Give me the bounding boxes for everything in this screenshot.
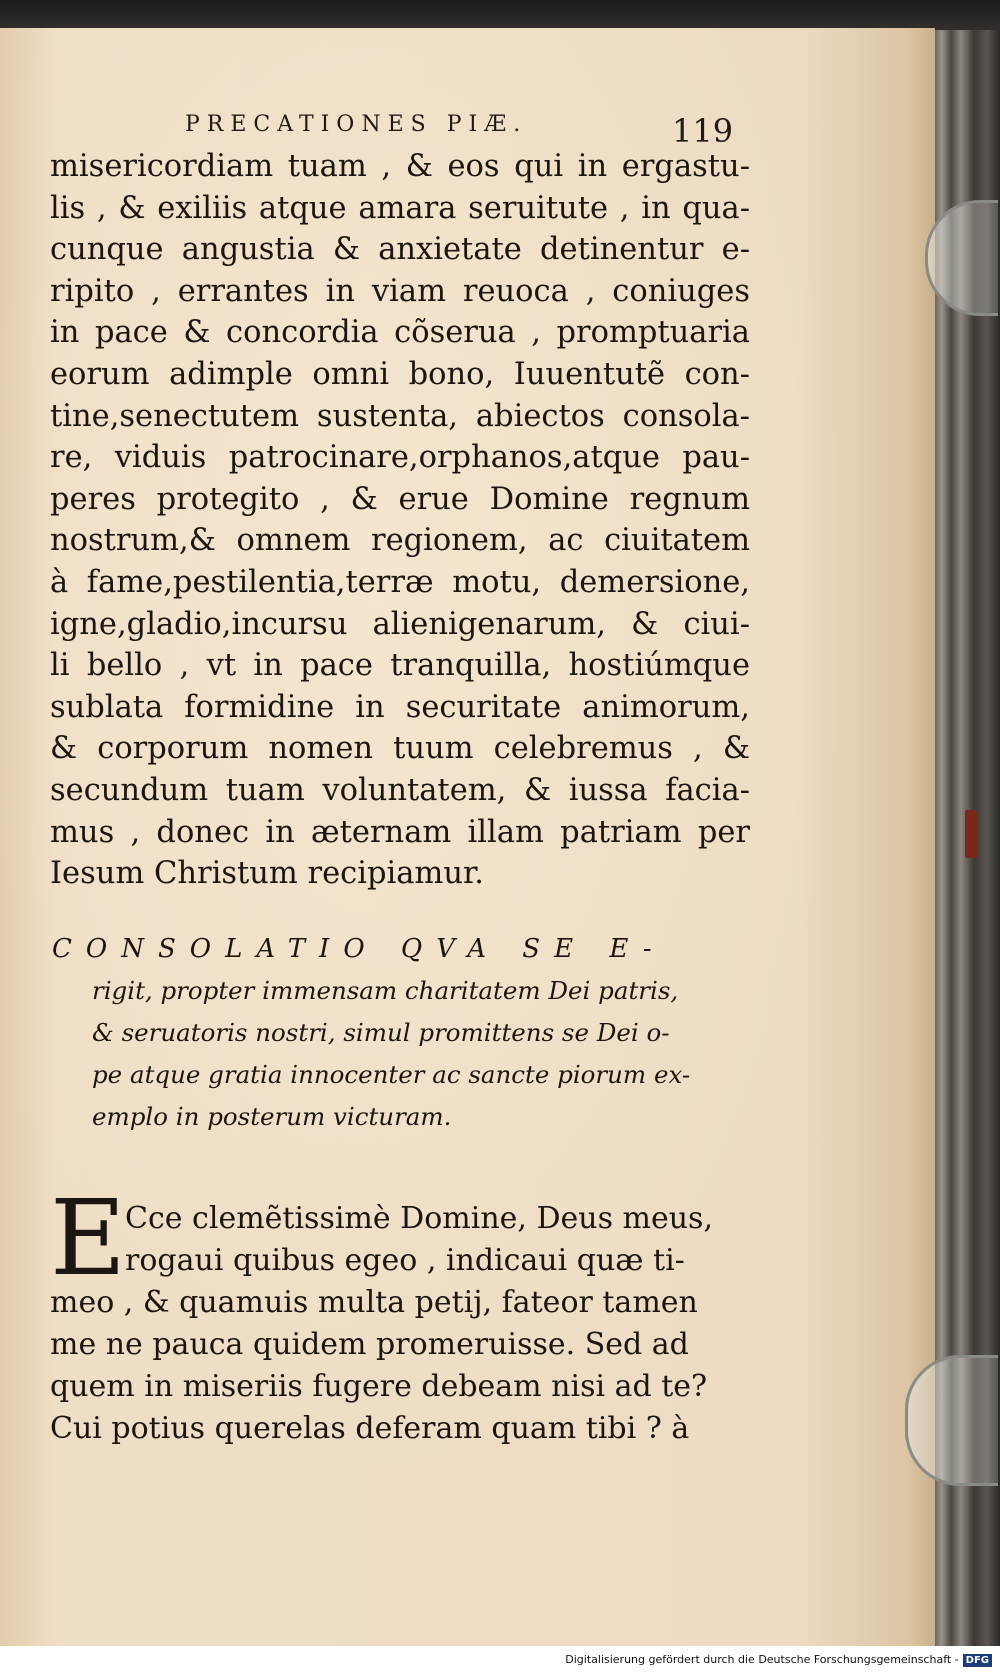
- text-line: re, viduis patrocinare,orphanos,atque pau-: [50, 440, 750, 476]
- text-line: rogaui quibus egeo , indicaui quæ ti-: [125, 1243, 685, 1278]
- text-line: mus , donec in æternam illam patriam per: [50, 814, 750, 850]
- section-heading: [52, 928, 732, 1138]
- heading-line: pe atque gratia innocenter ac sancte piorum ex-: [92, 1060, 691, 1089]
- text-line: meo , & quamuis multa petij, fateor tamen: [50, 1285, 698, 1320]
- heading-line: rigit, propter immensam charitatem Dei patris,: [92, 976, 679, 1005]
- text-line: me ne pauca quidem promeruisse. Sed ad: [50, 1327, 689, 1362]
- heading-line: emplo in posterum victuram.: [92, 1102, 452, 1131]
- prayer-paragraph: [50, 146, 750, 895]
- running-head: PRECATIONES PIÆ.: [185, 112, 528, 137]
- heading-caps-line: CONSOLATIO QVA SE E-: [52, 934, 666, 964]
- drop-cap: E: [50, 1177, 126, 1299]
- text-line: li bello , vt in pace tranquilla, hostiúmque: [50, 648, 750, 684]
- consolation-paragraph: [50, 1198, 720, 1450]
- text-line: Cce clemẽtissimè Domine, Deus meus,: [125, 1201, 713, 1236]
- heading-line: & seruatoris nostri, simul promittens se Dei o-: [92, 1018, 670, 1047]
- page-clip-bottom: [905, 1355, 998, 1486]
- text-line: ripito , errantes in viam reuoca , coniuges: [50, 273, 750, 309]
- text-line: & corporum nomen tuum celebremus , &: [50, 731, 750, 767]
- text-line: secundum tuam voluntatem, & iussa facia-: [50, 772, 750, 808]
- text-line: eorum adimple omni bono, Iuuentutẽ con-: [50, 356, 750, 392]
- text-line: sublata formidine in securitate animorum,: [50, 689, 750, 725]
- text-line: in pace & concordia cõserua , promptuaria: [50, 315, 750, 351]
- digitization-credit: [565, 1653, 992, 1667]
- text-line: à fame,pestilentia,terræ motu, demersione,: [50, 564, 750, 600]
- text-line: tine,senectutem sustenta, abiectos consola-: [50, 398, 750, 434]
- text-line: Cui potius querelas deferam quam tibi ? à: [50, 1411, 690, 1446]
- text-line: igne,gladio,incursu alienigenarum, & ciui-: [50, 606, 750, 642]
- text-line: lis , & exiliis atque amara seruitute , in qua-: [50, 190, 750, 226]
- text-line: nostrum,& omnem regionem, ac ciuitatem: [50, 523, 750, 559]
- credit-text: Digitalisierung gefördert durch die Deutsche Forschungsgemeinschaft -: [565, 1653, 959, 1666]
- dfg-logo: DFG: [963, 1654, 992, 1667]
- text-line: peres protegito , & erue Domine regnum: [50, 481, 750, 517]
- text-line: misericordiam tuam , & eos qui in ergastu-: [50, 149, 750, 184]
- page-number: 119: [672, 112, 734, 150]
- text-line: quem in miseriis fugere debeam nisi ad te?: [50, 1369, 708, 1404]
- text-line: Iesum Christum recipiamur.: [50, 856, 484, 892]
- text-line: cunque angustia & anxietate detinentur e-: [50, 232, 750, 268]
- ribbon-marker: [965, 810, 977, 858]
